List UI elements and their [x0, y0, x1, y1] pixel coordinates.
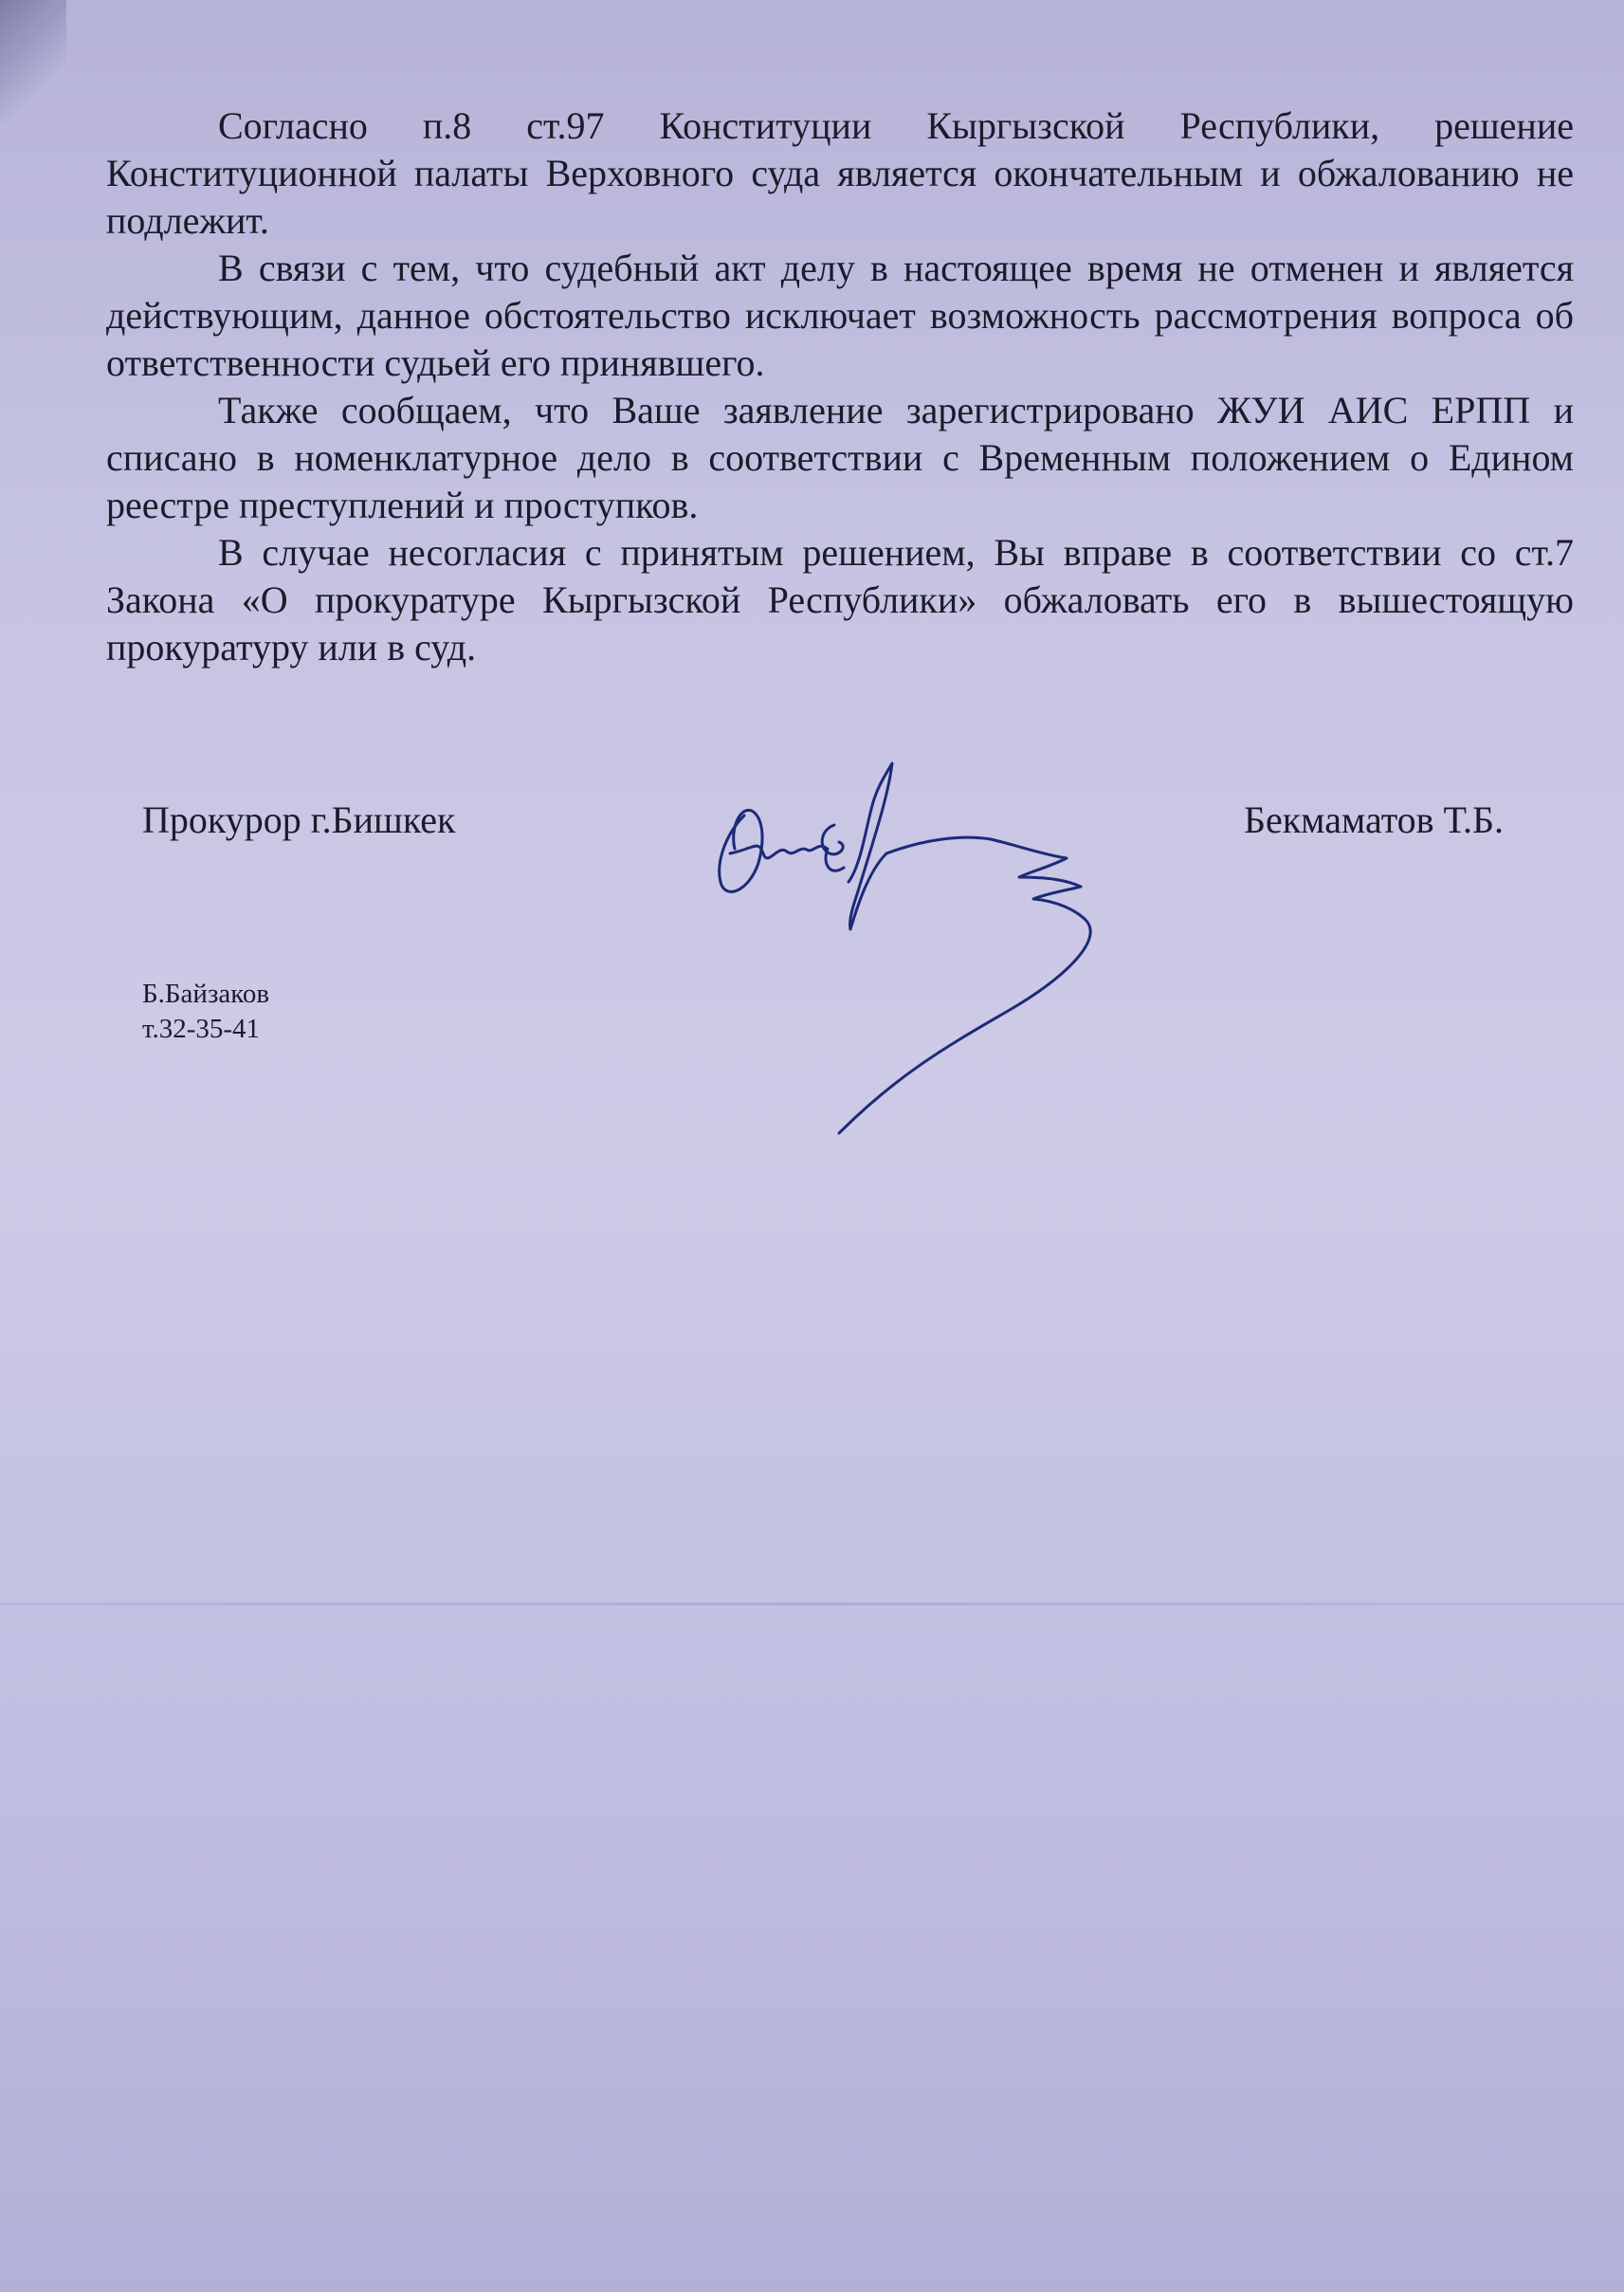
signature-stroke-tail — [839, 837, 1090, 1133]
page-corner-shadow — [0, 0, 66, 123]
signature-stroke-letters — [730, 846, 826, 858]
position-title: Прокурор г.Бишкек — [142, 798, 456, 841]
letter-body — [106, 102, 1574, 671]
paper-fold — [0, 1603, 1624, 1605]
executor-phone: т.32-35-41 — [142, 1014, 261, 1044]
signer-name: Бекмаматов Т.Б. — [1244, 798, 1504, 841]
paragraph-4: В случае несогласия с принятым решением, Вы вправе в соответствии со ст.7 Закона «О прокуратуре Кыргызской Республики» обжаловать его в вышестоящую прокуратуру или в суд. — [106, 531, 1574, 669]
paragraph-1: Согласно п.8 ст.97 Конституции Кыргызской Республики, решение Конституционной палаты Верховного суда является окончательным и обжалованию не подлежит. — [106, 104, 1574, 242]
executor-info — [142, 977, 269, 1047]
signature-stroke-tall — [848, 763, 892, 929]
handwritten-signature — [706, 759, 1171, 1138]
paragraph-3: Также сообщаем, что Ваше заявление зарегистрировано ЖУИ АИС ЕРПП и списано в номенклатурное дело в соответствии с Временным положением о Едином реестре преступлений и проступков. — [106, 389, 1574, 526]
paragraph-2: В связи с тем, что судебный акт делу в настоящее время не отменен и является действующим, данное обстоятельство исключает возможность рассмотрения вопроса об ответственности судьей его принявшего. — [106, 247, 1574, 384]
executor-name: Б.Байзаков — [142, 979, 270, 1009]
